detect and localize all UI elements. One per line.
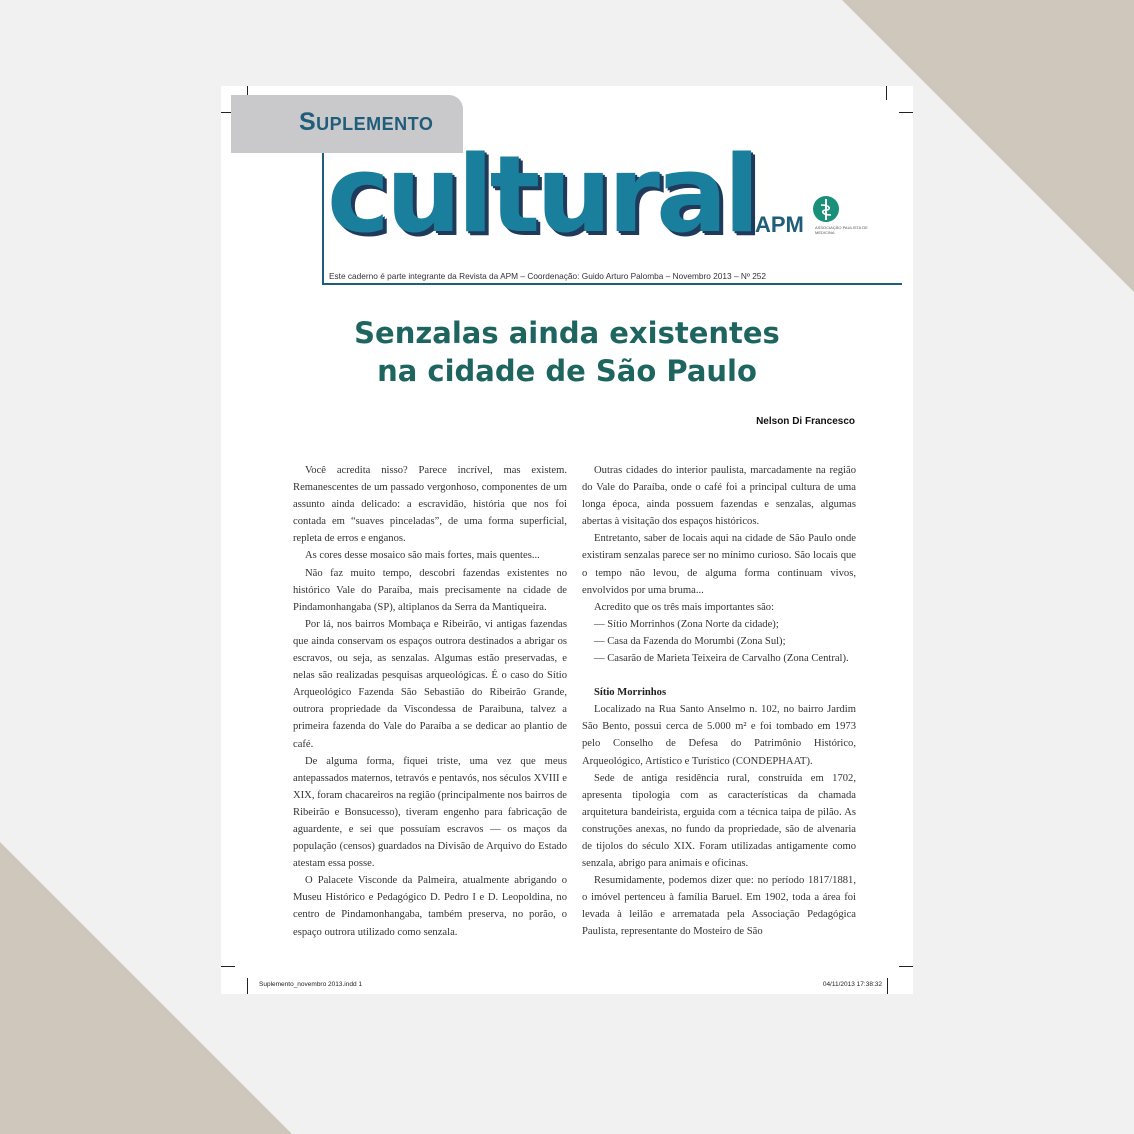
footer-filename: Suplemento_novembro 2013.indd 1	[259, 981, 362, 988]
list-item: — Casarão de Marieta Teixeira de Carvalho (Zona Central).	[594, 653, 849, 665]
paragraph: De alguma forma, fiquei triste, uma vez que meus antepassados maternos, tetravós e pentavós, nos séculos XVIII e XIX, foram chacareiros na região (principalmente nos bairros de Ribeirão e Bonsucesso), tiveram engenho para fabricação de aguardente, e sei que possuíam escravos — os maços da população (censos) guardados na Divisão de Arquivo do Estado atestam essa posse.	[293, 755, 567, 870]
paragraph: Localizado na Rua Santo Anselmo n. 102, no bairro Jardim São Bento, possui cerca de 5.000 m² e foi tombado em 1973 pelo Conselho de Defesa do Patrimônio Histórico, Arqueológico, Artístico e Turístico (CONDEPHAAT).	[582, 704, 856, 767]
masthead-subline: Este caderno é parte integrante da Revista da APM – Coordenação: Guido Arturo Palomba – Novembro 2013 – Nº 252	[329, 271, 767, 281]
paragraph: Por lá, nos bairros Mombaça e Ribeirão, vi antigas fazendas que ainda conservam os espaços outrora destinados a abrigar os escravos, ou seja, as senzalas. Algumas estão preservadas, e nelas são realizadas pesquisas arqueológicas. É o caso do Sítio Arqueológico Fazenda São Sebastião do Ribeirão Grande, outrora propriedade da Viscondessa de Paraibuna, talvez a primeira fazenda do Vale do Paraíba a se dedicar ao plantio de café.	[293, 618, 567, 750]
crop-mark	[899, 966, 913, 967]
paragraph: O Palacete Visconde da Palmeira, atualmente abrigando o Museu Histórico e Pedagógico D. Pedro I e D. Leopoldina, no centro de Pindamonhangaba, também preserva, no porão, o espaço outrora utilizado como senzala.	[293, 875, 567, 938]
org-logo-text: APM	[755, 212, 804, 237]
masthead-rule-vertical	[322, 153, 324, 284]
article-column-right	[582, 462, 856, 941]
crop-mark	[221, 966, 235, 967]
paragraph: Resumidamente, podemos dizer que: no período 1817/1881, o imóvel pertenceu à família Baruel. Em 1902, toda a área foi levada à leilão e arrematada pela Associação Pedagógica Paulista, representante do Mosteiro de São	[582, 875, 856, 938]
caduceus-logo-icon	[811, 194, 841, 224]
masthead-rule-horizontal	[322, 283, 902, 285]
crop-mark	[899, 112, 913, 113]
list-item: — Sítio Morrinhos (Zona Norte da cidade);	[594, 618, 779, 630]
footer-bar	[247, 978, 248, 994]
paragraph: Não faz muito tempo, descobri fazendas existentes no histórico Vale do Paraíba, mais precisamente na cidade de Pindamonhangaba (SP), altiplanos da Serra da Mantiqueira.	[293, 567, 567, 613]
article-column-left	[293, 462, 567, 941]
article-title-line-1: Senzalas ainda existentes	[354, 316, 780, 350]
list-item: Acredito que os três mais importantes são:	[594, 601, 775, 613]
paragraph: Sede de antiga residência rural, construída em 1702, apresenta tipologia com as características da chamada arquitetura bandeirista, erguida com a técnica taipa de pilão. As construções anexas, no fundo da propriedade, são de alvenaria de tijolos do século XIX. Foram utilizadas antigamente como senzala, abrigo para animais e oficinas.	[582, 772, 856, 870]
paragraph: Outras cidades do interior paulista, marcadamente na região do Vale do Paraíba, onde o café foi a principal cultura de uma longa época, ainda possuem fazendas e senzalas, algumas abertas à visitação dos espaços históricos.	[582, 465, 856, 528]
document-page	[221, 86, 913, 994]
paragraph: Entretanto, saber de locais aqui na cidade de São Paulo onde existiram senzalas parece ser no mínimo curioso. São locais que o tempo não levou, de alguma forma continuam vivos, envolvidos por uma bruma...	[582, 533, 856, 596]
article-title-line-2: na cidade de São Paulo	[377, 354, 757, 388]
article-author: Nelson Di Francesco	[756, 416, 855, 427]
footer-timestamp: 04/11/2013 17:38:32	[822, 981, 882, 988]
list-item: — Casa da Fazenda do Morumbi (Zona Sul);	[594, 635, 786, 647]
section-tab-label: Suplemento	[299, 108, 434, 136]
footer-bar	[887, 978, 888, 994]
section-subheading: Sítio Morrinhos	[594, 687, 667, 699]
crop-mark	[886, 86, 887, 100]
org-full-name: ASSOCIAÇÃO PAULISTA DE MEDICINA	[815, 225, 868, 235]
paragraph: As cores desse mosaico são mais fortes, mais quentes...	[305, 550, 540, 562]
paragraph: Você acredita nisso? Parece incrível, mas existem. Remanescentes de um passado vergonhoso, componentes de um assunto ainda delicado: a escravidão, história que nos foi contada em “suaves pinceladas”, de uma forma superficial, repleta de erros e enganos.	[293, 465, 567, 545]
masthead-title: cultural	[327, 133, 756, 256]
